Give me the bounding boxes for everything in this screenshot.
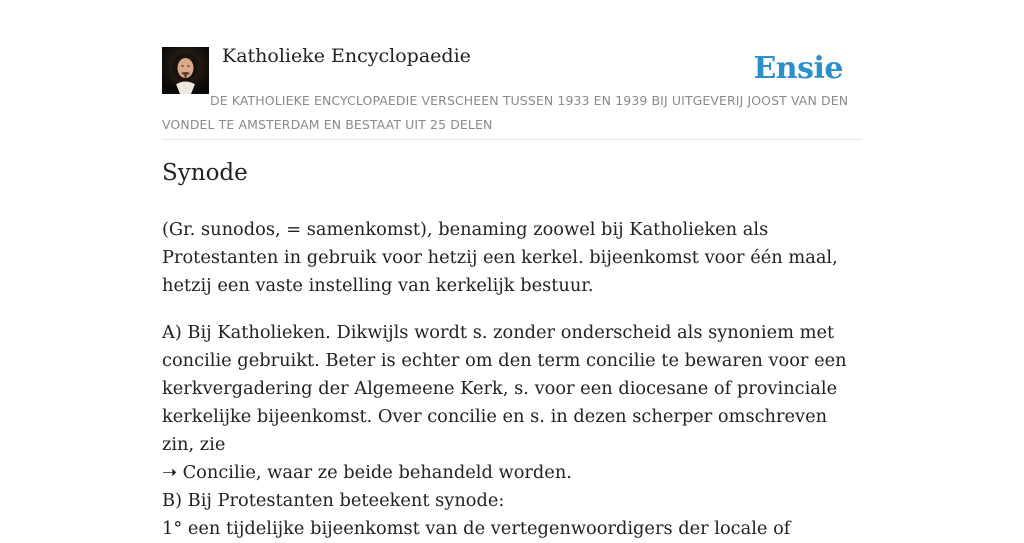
portrait-icon (162, 47, 209, 94)
arrow-right-icon: ➝ (162, 462, 177, 483)
article-paragraph (162, 319, 862, 487)
paragraph-text: A) Bij Katholieken. Dikwijls wordt s. zonder onderscheid als synoniem met concilie gebruikt. Beter is echter om den term concilie te bewaren voor een kerkvergadering der Algemeene Kerk, s. voor een diocesane of provinciale kerkelijke bijeenkomst. Over concilie en s. in dezen scherper omschreven zin, zie (162, 322, 847, 455)
paragraph-text: , waar ze beide behandeld worden. (255, 462, 572, 483)
site-header (162, 0, 862, 140)
site-title[interactable]: Katholieke Encyclopaedie (222, 45, 471, 67)
article-line: 1° een tijdelijke bijeenkomst van de vertegenwoordigers der locale of (162, 518, 791, 539)
page-title: Synode (162, 160, 248, 186)
avatar[interactable] (162, 47, 209, 94)
link-concilie[interactable]: Concilie (182, 462, 256, 483)
article-body (162, 216, 862, 543)
article-line: B) Bij Protestanten beteekent synode: (162, 490, 505, 511)
site-subtitle: DE KATHOLIEKE ENCYCLOPAEDIE VERSCHEEN TUSSEN 1933 EN 1939 BIJ UITGEVERIJ JOOST VAN DEN VONDEL TE AMSTERDAM EN BESTAAT UIT 25 DELEN (162, 93, 849, 132)
article-paragraph: (Gr. sunodos, = samenkomst), benaming zoowel bij Katholieken als Protestanten in gebruik voor hetzij een kerkel. bijeenkomst voor één maal, hetzij een vaste instelling van kerkelijk bestuur. (162, 219, 838, 296)
brand-logo[interactable]: Ensie (753, 51, 843, 86)
content-container (162, 0, 862, 539)
